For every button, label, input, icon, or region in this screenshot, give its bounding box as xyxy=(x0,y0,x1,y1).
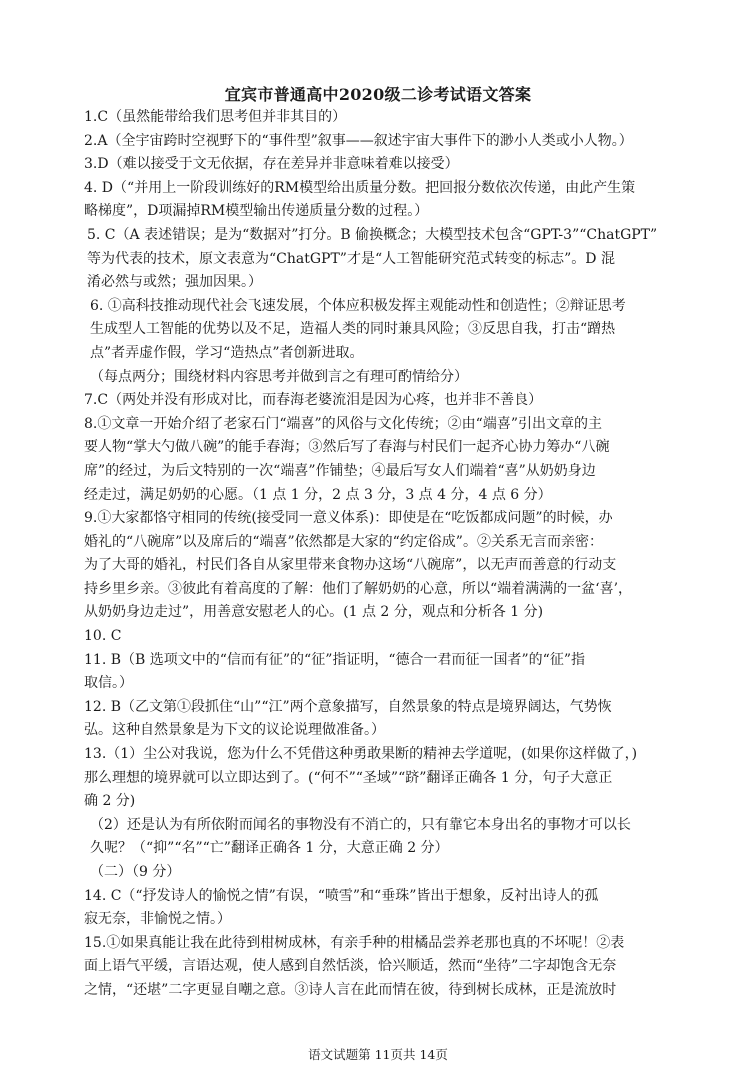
answer-line: 弘。这种自然景象是为下文的议论说理做准备。） xyxy=(84,722,385,739)
answer-line: 面上语气平缓，言语达观，使人感到自然恬淡，恰兴顺适，然而“坐待”二字却饱含无奈 xyxy=(84,958,617,975)
answer-line: （二）（9 分） xyxy=(90,864,181,880)
answer-line: 确 2 分) xyxy=(84,793,136,810)
answer-line: 8.①文章一开始介绍了老家石门“端喜”的风俗与文化传统；②由“端喜”引出文章的主 xyxy=(84,415,602,432)
answer-line: 持乡里乡亲。③彼此有着高度的了解：他们了解奶奶的心意，所以“端着满满的一盆‘喜’， xyxy=(84,580,633,597)
answer-line: 为了大哥的婚礼，村民们各自从家里带来食物办这场“八碗席”，以无声而善意的行动支 xyxy=(84,557,617,574)
answer-line: （每点两分；围绕材料内容思考并做到言之有理可酌情给分） xyxy=(90,368,468,385)
answer-line: 11. B（B 选项文中的“信而有征”的“征”指证明，“德合一君而征一国者”的“征”指 xyxy=(84,651,585,668)
answer-line: 久呢？（“抑”“名”“亡”翻译正确各 1 分，大意正确 2 分） xyxy=(90,840,449,857)
document-title: 宜宾市普通高中2020级二诊考试语文答案 xyxy=(224,85,532,104)
answer-line: 席”的经过，为后文特别的一次“端喜”作铺垫；④最后写女人们端着“喜”从奶奶身边 xyxy=(84,462,596,479)
answer-line: （2）还是认为有所依附而闻名的事物没有不消亡的，只有靠它本身出名的事物才可以长 xyxy=(90,816,631,833)
answer-line: 取信。） xyxy=(84,675,133,692)
answer-line: 5. C（A 表述错误；是为“数据对”打分。B 偷换概念；大模型技术包含“GPT-3”“ChatGPT” xyxy=(87,226,658,243)
answer-line: 那么理想的境界就可以立即达到了。(“何不”“圣域”“跻”翻译正确各 1 分，句子大意正 xyxy=(84,769,613,786)
answer-line: 要人物“掌大勺做八碗”的能手春海；③然后写了春海与村民们一起齐心协力筹办“八碗 xyxy=(84,439,610,456)
answer-line: 3.D（难以接受于文无依据，存在差异并非意味着难以接受） xyxy=(84,156,459,173)
answer-line: 2.A（全宇宙跨时空视野下的“事件型”叙事——叙述宇宙大事件下的渺小人类或小人物。） xyxy=(84,132,633,149)
answer-line: 13.（1）尘公对我说，您为什么不凭借这种勇敢果断的精神去学道呢，(如果你这样做了，) xyxy=(84,746,638,763)
answer-line: 1.C（虽然能带给我们思考但并非其目的） xyxy=(84,109,347,125)
page-footer: 语文试题第 11页共 14页 xyxy=(308,1047,448,1062)
answer-line: 寂无奈，非愉悦之情。） xyxy=(84,911,231,928)
answer-line: 9.①大家都恪守相同的传统(接受同一意义体系)：即使是在“吃饭都成问题”的时候，办 xyxy=(84,510,613,527)
answer-line: 4. D（“并用上一阶段训练好的RM模型给出质量分数。把回报分数依次传递，由此产生策 xyxy=(84,179,636,196)
answer-line: 从奶奶身边走过”，用善意安慰老人的心。(1 点 2 分，观点和分析各 1 分) xyxy=(84,604,544,621)
answer-line: 12. B（乙文第①段抓住“山”“江”两个意象描写，自然景象的特点是境界阔达，气势恢 xyxy=(84,698,612,715)
answer-line: 6. ①高科技推动现代社会飞速发展，个体应积极发挥主观能动性和创造性；②辩证思考 xyxy=(90,297,626,314)
answer-body xyxy=(84,106,684,1003)
answer-line: 点”者弄虚作假，学习“造热点”者创新进取。 xyxy=(90,344,364,361)
answer-line: 淆必然与或然；强加因果。） xyxy=(87,274,262,291)
answer-line: 生成型人工智能的优势以及不足，造福人类的同时兼具风险；③反思自我，打击“蹭热 xyxy=(90,321,616,338)
answer-line: 等为代表的技术，原文表意为“ChatGPT”才是“人工智能研究范式转变的标志”。D 混 xyxy=(87,250,615,267)
answer-line: 经走过，满足奶奶的心愿。（1 点 1 分，2 点 3 分，3 点 4 分，4 点 6 分） xyxy=(84,486,552,503)
answer-line: 15.①如果真能让我在此待到柑树成林，有亲手种的柑橘品尝养老那也真的不坏呢！②表 xyxy=(84,934,625,951)
answer-line: 略梯度”，D项漏掉RM模型输出传递质量分数的过程。） xyxy=(84,203,429,220)
answer-line: 14. C（“抒发诗人的愉悦之情”有误，“喷雪”和“垂珠”皆出于想象，反衬出诗人的孤 xyxy=(84,887,599,904)
answer-line: 婚礼的“八碗席”以及席后的“端喜”依然都是大家的“约定俗成”。②关系无言而亲密： xyxy=(84,533,603,550)
answer-line: 之情，“还堪”二字更显自嘲之意。③诗人言在此而情在彼，待到树长成林，正是流放时 xyxy=(84,981,617,998)
answer-line: 7.C（两处并没有形成对比，而春海老婆流泪是因为心疼，也并非不善良） xyxy=(84,392,543,409)
answer-line: 10. C xyxy=(84,628,122,645)
